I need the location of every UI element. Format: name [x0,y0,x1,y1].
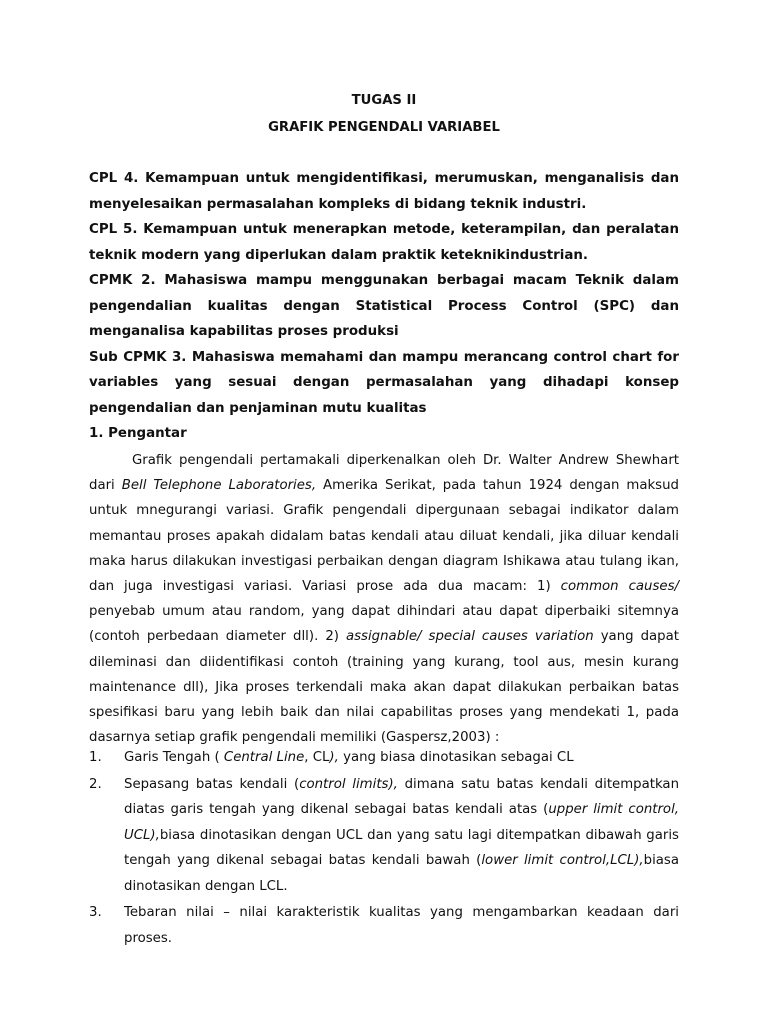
document-title: TUGAS II [351,93,417,108]
intro-text-4: yang dapat dileminasi dan diidentifikasi contoh (training yang kurang, tool aus, mesin kurang maintenance dll), Jika proses terkendali maka akan dapat dilakukan perbaikan batas spesifikasi baru yang lebih baik dan nilai capabilitas proses yang mendekati 1, pada dasarnya setiap grafik pengendali memiliki (Gaspersz,2003) : [89,629,679,746]
list-number: 3. [89,905,102,920]
subcpmk3-text: Sub CPMK 3. Mahasiswa memahami dan mampu merancang control chart for variables yang sesuai dengan permasalahan yang dihadapi konsep pengendalian dan penjaminan mutu kualitas [89,349,679,416]
characteristics-list [89,745,679,951]
list-italic: Central Line [223,750,305,765]
list-item [89,745,679,771]
intro-text-3: penyebab umum atau random, yang dapat dihindari atau dapat diperbaiki sitemnya (contoh perbedaan diameter dll). 2) [89,604,679,645]
list-italic: upper limit control, UCL), [124,802,679,843]
document-subtitle: GRAFIK PENGENDALI VARIABEL [268,120,500,135]
list-text: biasa dinotasikan dengan UCL dan yang satu lagi ditempatkan dibawah garis tengah yang dikenal sebagai batas kendali bawah ( [124,827,679,868]
cpl4-text: CPL 4. Kemampuan untuk mengidentifikasi, merumuskan, menganalisis dan menyelesaikan permasalahan kompleks di bidang teknik industri. [89,171,679,212]
cpmk2-text: CPMK 2. Mahasiswa mampu menggunakan berbagai macam Teknik dalam pengendalian kualitas dengan Statistical Process Control (SPC) dan menganalisa kapabilitas proses produksi [89,273,679,339]
list-item [89,900,679,951]
intro-paragraph [89,448,679,750]
list-text: Sepasang batas kendali ( [124,776,300,792]
list-number: 2. [89,776,102,792]
intro-text-1: Grafik pengendali pertamakali diperkenalkan oleh Dr. Walter Andrew Shewhart dari [89,453,679,494]
list-italic: ), [329,750,339,765]
list-text: Garis Tengah ( [124,750,224,765]
list-italic: control limits), [299,776,398,792]
intro-text-2: Amerika Serikat, pada tahun 1924 dengan maksud untuk mnegurangi variasi. Grafik pengendali dipergunaan sebagai indikator dalam memantau proses apakah didalam batas kendali atau diluat kendali, jika diluar kendali maka harus dilakukan investigasi perbaikan dengan diagram Ishikawa atau tulang ikan, dan juga investigasi variasi. Variasi prose ada dua macam: 1) [89,478,679,595]
list-number: 1. [89,750,102,765]
objectives-block [89,166,679,447]
list-text: biasa dinotasikan dengan LCL. [124,853,679,894]
list-text: Tebaran nilai – nilai karakteristik kualitas yang mengambarkan keadaan dari proses. [124,905,679,946]
list-text: dimana satu batas kendali ditempatkan diatas garis tengah yang dikenal sebagai batas kendali atas ( [124,776,680,817]
section-heading: 1. Pengantar [89,426,187,441]
list-text: yang biasa dinotasikan sebagai CL [338,750,574,765]
intro-italic-2: common causes/ [560,579,680,595]
list-italic: lower limit control,LCL), [481,853,644,868]
list-item [89,772,679,900]
intro-italic-3: assignable/ special causes variation [345,629,594,645]
cpl5-text: CPL 5. Kemampuan untuk menerapkan metode, keterampilan, dan peralatan teknik modern yang diperlukan dalam praktik keteknikindustrian. [89,222,679,263]
list-text: , CL [304,750,330,765]
intro-italic-1: Bell Telephone Laboratories, [121,478,317,494]
